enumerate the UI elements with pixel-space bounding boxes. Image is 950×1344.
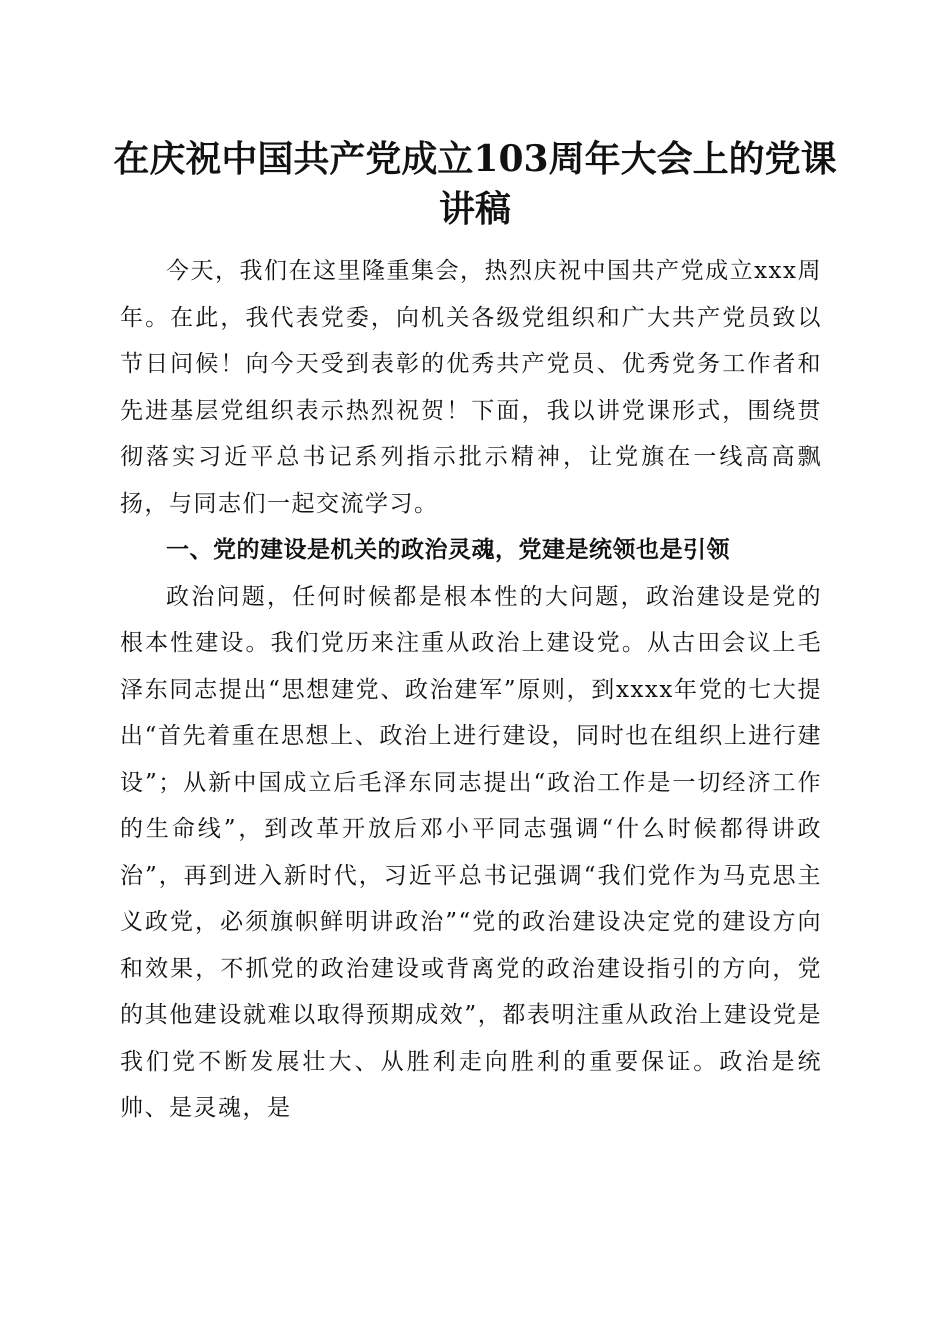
document-title: 在庆祝中国共产党成立103周年大会上的党课讲稿 bbox=[113, 138, 837, 230]
intro-paragraph: 今天，我们在这里隆重集会，热烈庆祝中国共产党成立xxx周年。在此，我代表党委，向机关各级党组织和广大共产党员致以节日问候！向今天受到表彰的优秀共产党员、优秀党务工作者和先进基层党组织表示热烈祝贺！下面，我以讲党课形式，围绕贯彻落实习近平总书记系列指示批示精神，让党旗在一线高高飘扬，与同志们一起交流学习。 bbox=[120, 258, 822, 517]
section-heading-1: 一、党的建设是机关的政治灵魂，党建是统领也是引领 bbox=[166, 537, 730, 563]
document-body bbox=[120, 248, 822, 1132]
section-1-paragraph: 政治问题，任何时候都是根本性的大问题，政治建设是党的根本性建设。我们党历来注重从政治上建设党。从古田会议上毛泽东同志提出“思想建党、政治建军”原则，到xxxx年党的七大提出“首先着重在思想上、政治上进行建设，同时也在组织上进行建设”；从新中国成立后毛泽东同志提出“政治工作是一切经济工作的生命线”，到改革开放后邓小平同志强调“什么时候都得讲政治”，再到进入新时代，习近平总书记强调“我们党作为马克思主义政党，必须旗帜鲜明讲政治”“党的政治建设决定党的建设方向和效果，不抓党的政治建设或背离党的政治建设指引的方向，党的其他建设就难以取得预期成效”，都表明注重从政治上建设党是我们党不断发展壮大、从胜利走向胜利的重要保证。政治是统帅、是灵魂，是 bbox=[120, 583, 822, 1121]
